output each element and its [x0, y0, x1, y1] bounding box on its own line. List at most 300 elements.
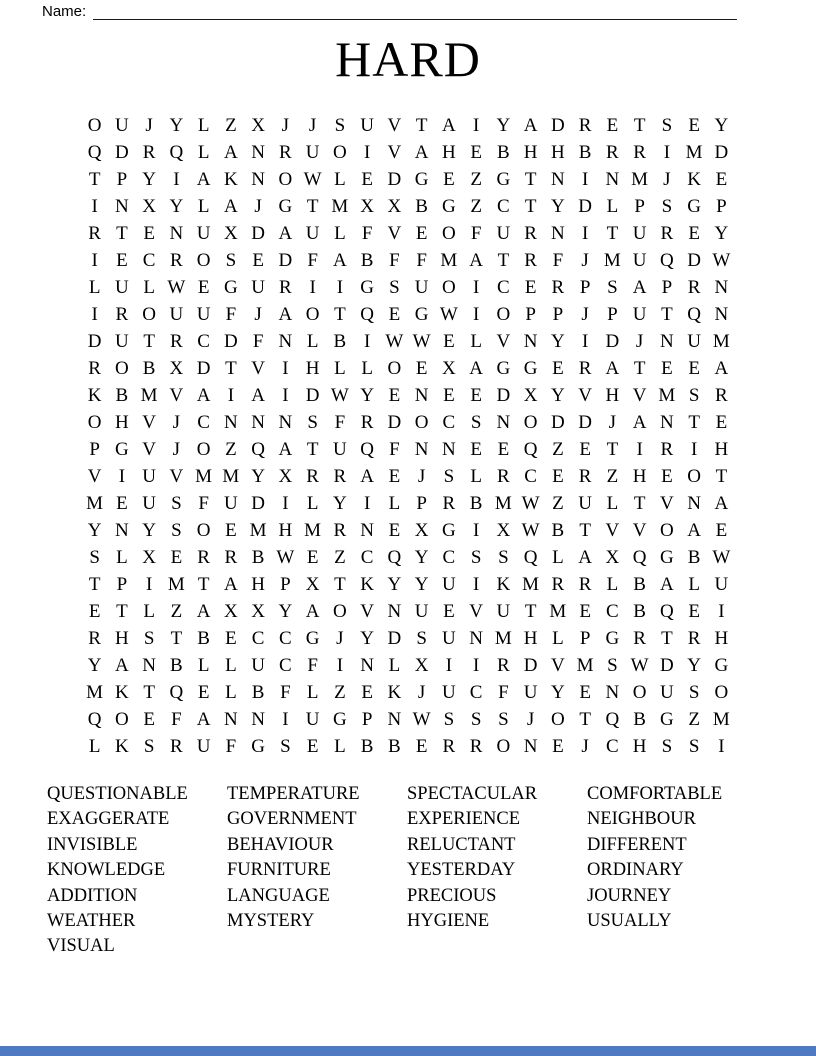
grid-letter: S	[443, 708, 455, 730]
grid-letter: V	[87, 465, 102, 487]
grid-letter: K	[224, 168, 238, 190]
grid-letter: W	[630, 654, 649, 676]
grid-letter: L	[197, 654, 210, 676]
grid-letter: H	[115, 411, 129, 433]
grid-letter: L	[606, 195, 619, 217]
grid-letter: B	[415, 195, 428, 217]
grid-letter: S	[443, 465, 455, 487]
grid-letter: O	[551, 708, 565, 730]
grid-letter: Z	[225, 438, 237, 460]
grid-letter: X	[387, 195, 402, 217]
grid-letter: X	[224, 600, 238, 622]
grid-letter: T	[715, 465, 728, 487]
grid-letter: F	[498, 681, 509, 703]
grid-letter: A	[278, 222, 293, 244]
grid-letter: A	[196, 708, 211, 730]
grid-letter: E	[579, 600, 591, 622]
grid-letter: U	[496, 222, 511, 244]
grid-letter: M	[222, 465, 240, 487]
grid-letter: Y	[414, 546, 429, 568]
grid-letter: V	[660, 492, 674, 514]
grid-letter: R	[469, 735, 483, 757]
grid-letter: R	[578, 114, 592, 136]
grid-letter: U	[115, 276, 129, 298]
grid-letter: Y	[687, 654, 701, 676]
grid-letter: E	[688, 114, 700, 136]
grid-letter: N	[387, 600, 402, 622]
grid-letter: A	[115, 654, 129, 676]
grid-letter: O	[87, 411, 102, 433]
grid-letter: O	[278, 168, 293, 190]
grid-letter: U	[305, 141, 320, 163]
grid-letter: S	[143, 735, 155, 757]
grid-letter: V	[496, 330, 511, 352]
grid-letter: Q	[360, 438, 374, 460]
grid-letter: O	[115, 708, 129, 730]
grid-letter: E	[361, 168, 373, 190]
grid-letter: O	[196, 519, 211, 541]
grid-letter: Q	[169, 681, 184, 703]
grid-letter: R	[660, 222, 674, 244]
grid-letter: R	[88, 222, 101, 244]
grid-letter: E	[552, 357, 564, 379]
grid-letter: L	[470, 330, 482, 352]
word-list-item: EXPERIENCE	[407, 809, 521, 830]
grid-letter: L	[552, 546, 564, 568]
word-list-item: YESTERDAY	[407, 860, 516, 881]
grid-letter: L	[306, 330, 319, 352]
grid-letter: I	[282, 492, 289, 514]
grid-letter: J	[663, 168, 671, 190]
grid-letter: P	[116, 168, 128, 190]
grid-letter: L	[388, 492, 401, 514]
grid-letter: R	[633, 627, 646, 649]
grid-letter: N	[414, 384, 429, 406]
grid-letter: N	[115, 519, 129, 541]
grid-letter: U	[196, 735, 211, 757]
grid-letter: F	[198, 492, 209, 514]
grid-letter: B	[360, 249, 374, 271]
grid-letter: E	[661, 357, 673, 379]
grid-letter: G	[496, 357, 511, 379]
grid-letter: H	[714, 627, 729, 649]
grid-letter: P	[661, 276, 673, 298]
grid-letter: N	[660, 330, 674, 352]
grid-letter: Y	[414, 573, 429, 595]
grid-letter: E	[715, 168, 728, 190]
grid-letter: J	[417, 681, 426, 703]
grid-letter: E	[688, 357, 700, 379]
grid-letter: C	[469, 681, 483, 703]
grid-letter: E	[197, 276, 210, 298]
grid-letter: O	[196, 438, 211, 460]
grid-letter: V	[551, 654, 565, 676]
grid-letter: M	[658, 384, 676, 406]
grid-letter: X	[224, 222, 238, 244]
grid-letter: C	[497, 276, 510, 298]
grid-letter: P	[525, 303, 536, 325]
grid-letter: E	[443, 384, 455, 406]
grid-letter: P	[579, 627, 591, 649]
grid-letter: T	[633, 357, 646, 379]
grid-letter: D	[87, 330, 102, 352]
word-list-item: GOVERNMENT	[227, 809, 357, 830]
grid-letter: Y	[714, 114, 729, 136]
grid-letter: E	[197, 681, 210, 703]
word-list-item: ADDITION	[47, 885, 138, 906]
grid-letter: S	[688, 681, 700, 703]
grid-letter: T	[579, 708, 591, 730]
word-list-item: ORDINARY	[587, 860, 684, 881]
grid-letter: M	[167, 573, 185, 595]
grid-letter: K	[115, 735, 129, 757]
grid-letter: W	[276, 546, 295, 568]
grid-letter: B	[687, 546, 701, 568]
grid-letter: O	[115, 357, 129, 379]
grid-letter: L	[225, 681, 237, 703]
grid-letter: B	[388, 735, 401, 757]
grid-letter: Y	[551, 195, 565, 217]
grid-letter: R	[551, 276, 565, 298]
grid-letter: D	[387, 627, 402, 649]
grid-letter: L	[334, 168, 346, 190]
grid-letter: Z	[470, 168, 482, 190]
grid-letter: A	[305, 600, 320, 622]
grid-letter: R	[606, 141, 619, 163]
grid-letter: U	[496, 600, 511, 622]
grid-letter: N	[551, 168, 565, 190]
grid-letter: X	[251, 600, 265, 622]
grid-letter: D	[251, 222, 265, 244]
grid-letter: P	[716, 195, 727, 217]
grid-letter: E	[579, 681, 591, 703]
grid-letter: P	[280, 573, 291, 595]
grid-letter: E	[715, 519, 728, 541]
word-list-item: HYGIENE	[407, 911, 490, 932]
word-list-item: VISUAL	[47, 936, 115, 957]
name-header	[42, 2, 737, 20]
grid-letter: B	[170, 654, 183, 676]
puzzle-title: HARD	[335, 31, 481, 87]
grid-letter: J	[608, 411, 617, 433]
grid-letter: O	[496, 303, 511, 325]
grid-letter: T	[633, 492, 646, 514]
grid-letter: S	[498, 708, 509, 730]
grid-letter: A	[224, 573, 238, 595]
grid-letter: F	[307, 249, 318, 271]
grid-letter: A	[714, 492, 729, 514]
grid-letter: Y	[496, 114, 511, 136]
grid-letter: A	[442, 114, 456, 136]
grid-letter: L	[606, 492, 619, 514]
grid-letter: O	[333, 600, 347, 622]
grid-letter: R	[306, 465, 319, 487]
word-list-item: KNOWLEDGE	[47, 860, 166, 881]
grid-letter: G	[115, 438, 129, 460]
grid-letter: Z	[552, 492, 564, 514]
grid-letter: X	[142, 546, 156, 568]
grid-letter: N	[360, 519, 374, 541]
grid-letter: N	[414, 438, 429, 460]
grid-letter: W	[412, 708, 431, 730]
grid-letter: T	[88, 573, 101, 595]
grid-letter: T	[661, 303, 673, 325]
grid-letter: H	[551, 141, 565, 163]
grid-letter: E	[306, 735, 319, 757]
grid-letter: C	[606, 600, 619, 622]
grid-letter: M	[549, 600, 567, 622]
grid-letter: T	[661, 627, 673, 649]
grid-letter: Q	[687, 303, 701, 325]
grid-letter: C	[442, 546, 456, 568]
grid-letter: F	[416, 249, 427, 271]
grid-letter: G	[414, 168, 429, 190]
grid-letter: R	[497, 654, 510, 676]
word-list-item: INVISIBLE	[47, 834, 138, 855]
grid-letter: O	[496, 735, 511, 757]
grid-letter: A	[224, 141, 238, 163]
grid-letter: Y	[360, 384, 374, 406]
grid-letter: M	[603, 249, 621, 271]
grid-letter: Y	[360, 627, 374, 649]
grid-letter: Z	[688, 708, 700, 730]
grid-letter: P	[89, 438, 100, 460]
grid-letter: T	[688, 411, 700, 433]
grid-letter: B	[251, 681, 265, 703]
grid-letter: S	[143, 627, 155, 649]
grid-letter: E	[415, 735, 428, 757]
grid-letter: R	[170, 735, 183, 757]
grid-letter: O	[714, 681, 729, 703]
grid-letter: A	[632, 276, 647, 298]
grid-letter: O	[87, 114, 102, 136]
grid-letter: Q	[523, 438, 538, 460]
word-list-item: QUESTIONABLE	[47, 784, 188, 804]
word-list-column	[47, 782, 227, 960]
grid-letter: Y	[87, 654, 102, 676]
grid-letter: B	[360, 735, 374, 757]
grid-letter: G	[660, 708, 674, 730]
grid-letter: Q	[169, 141, 184, 163]
grid-letter: Z	[334, 681, 346, 703]
grid-letter: S	[661, 735, 673, 757]
grid-letter: P	[634, 195, 645, 217]
grid-letter: R	[333, 519, 347, 541]
grid-letter: H	[632, 735, 647, 757]
grid-letter: W	[385, 330, 404, 352]
grid-letter: E	[552, 735, 564, 757]
grid-letter: I	[282, 708, 289, 730]
grid-letter: U	[142, 492, 156, 514]
grid-letter: O	[442, 276, 456, 298]
grid-letter: I	[472, 276, 480, 298]
grid-letter: T	[524, 195, 537, 217]
grid-letter: U	[632, 222, 647, 244]
grid-letter: T	[88, 168, 101, 190]
grid-letter: H	[714, 438, 729, 460]
grid-letter: H	[305, 357, 320, 379]
grid-letter: S	[307, 411, 318, 433]
grid-letter: R	[524, 222, 537, 244]
word-list-column	[587, 782, 767, 960]
grid-letter: M	[712, 330, 730, 352]
grid-letter: L	[306, 681, 319, 703]
grid-letter: E	[170, 546, 183, 568]
word-list-item: RELUCTANT	[407, 834, 516, 855]
grid-letter: U	[196, 222, 211, 244]
grid-letter: S	[225, 249, 237, 271]
grid-letter: Q	[87, 708, 102, 730]
grid-letter: G	[360, 276, 374, 298]
grid-letter: E	[524, 276, 537, 298]
grid-letter: N	[469, 627, 483, 649]
grid-letter: I	[581, 330, 589, 352]
grid-letter: X	[169, 357, 184, 379]
grid-letter: T	[116, 600, 128, 622]
grid-letter: T	[116, 222, 128, 244]
grid-letter: T	[143, 330, 155, 352]
grid-letter: W	[712, 546, 731, 568]
grid-letter: R	[524, 249, 537, 271]
grid-letter: J	[172, 438, 181, 460]
grid-letter: R	[170, 249, 183, 271]
grid-letter: S	[661, 195, 673, 217]
grid-letter: N	[523, 735, 538, 757]
grid-letter: V	[469, 600, 483, 622]
grid-letter: U	[142, 465, 156, 487]
grid-letter: J	[281, 114, 290, 136]
grid-letter: O	[333, 141, 347, 163]
grid-letter: T	[334, 573, 346, 595]
grid-letter: E	[497, 438, 510, 460]
grid-letter: O	[632, 681, 647, 703]
grid-letter: U	[251, 276, 265, 298]
grid-letter: U	[578, 492, 592, 514]
grid-letter: R	[497, 465, 510, 487]
grid-letter: N	[115, 195, 129, 217]
grid-letter: F	[470, 222, 482, 244]
grid-letter: Y	[169, 114, 184, 136]
grid-letter: C	[197, 330, 210, 352]
grid-letter: J	[417, 465, 426, 487]
grid-letter: G	[442, 519, 456, 541]
grid-letter: M	[331, 195, 349, 217]
grid-letter: D	[551, 114, 565, 136]
word-list-column	[407, 782, 587, 960]
grid-letter: X	[142, 195, 156, 217]
grid-letter: P	[416, 492, 427, 514]
grid-letter: G	[305, 627, 320, 649]
grid-letter: J	[635, 330, 644, 352]
grid-letter: S	[416, 627, 427, 649]
grid-letter: W	[521, 492, 540, 514]
grid-letter: I	[472, 303, 480, 325]
grid-letter: N	[714, 276, 729, 298]
grid-letter: J	[581, 735, 589, 757]
grid-letter: D	[251, 492, 265, 514]
grid-letter: N	[224, 708, 238, 730]
grid-letter: F	[252, 330, 264, 352]
grid-letter: B	[633, 600, 646, 622]
grid-letter: T	[170, 627, 183, 649]
grid-letter: J	[145, 114, 153, 136]
grid-letter: G	[442, 195, 456, 217]
grid-letter: A	[224, 195, 238, 217]
grid-letter: I	[636, 438, 643, 460]
grid-letter: E	[715, 411, 728, 433]
grid-letter: X	[523, 384, 538, 406]
grid-letter: J	[172, 411, 181, 433]
grid-letter: E	[116, 249, 128, 271]
grid-letter: Q	[387, 546, 402, 568]
grid-letter: V	[632, 519, 647, 541]
grid-letter: S	[688, 384, 700, 406]
grid-letter: A	[360, 465, 374, 487]
grid-letter: W	[439, 303, 458, 325]
grid-letter: B	[497, 141, 510, 163]
grid-letter: N	[523, 330, 538, 352]
grid-letter: Q	[632, 546, 647, 568]
footer-bar	[0, 1046, 816, 1056]
grid-letter: Q	[251, 438, 265, 460]
word-list-item: FURNITURE	[227, 860, 331, 881]
grid-letter: Z	[552, 438, 564, 460]
grid-letter: L	[606, 573, 619, 595]
grid-letter: I	[472, 519, 480, 541]
grid-letter: B	[551, 519, 565, 541]
grid-letter: M	[86, 492, 104, 514]
grid-letter: I	[718, 735, 725, 757]
grid-letter: A	[414, 141, 429, 163]
grid-letter: Q	[523, 546, 538, 568]
grid-letter: A	[687, 519, 701, 541]
grid-letter: L	[552, 627, 564, 649]
grid-letter: I	[91, 303, 98, 325]
grid-letter: N	[496, 411, 511, 433]
grid-letter: I	[581, 168, 589, 190]
grid-letter: L	[470, 465, 482, 487]
grid-letter: I	[363, 492, 371, 514]
grid-letter: A	[632, 411, 647, 433]
grid-letter: S	[688, 735, 700, 757]
grid-letter: I	[173, 168, 180, 190]
grid-letter: S	[470, 546, 482, 568]
grid-letter: O	[142, 303, 156, 325]
grid-letter: Y	[142, 519, 156, 541]
grid-letter: N	[251, 141, 265, 163]
grid-letter: Y	[551, 681, 565, 703]
grid-letter: D	[687, 249, 701, 271]
grid-letter: R	[142, 141, 156, 163]
grid-letter: N	[251, 708, 265, 730]
grid-letter: L	[88, 735, 101, 757]
word-list-item: DIFFERENT	[587, 834, 687, 855]
grid-letter: U	[442, 573, 456, 595]
grid-letter: F	[361, 222, 373, 244]
grid-letter: Y	[714, 222, 729, 244]
grid-letter: E	[443, 330, 455, 352]
word-list	[47, 782, 767, 960]
grid-letter: D	[196, 357, 211, 379]
grid-letter: M	[712, 708, 730, 730]
grid-letter: B	[142, 357, 156, 379]
grid-letter: K	[360, 573, 374, 595]
grid-letter: R	[170, 330, 183, 352]
grid-letter: N	[687, 492, 701, 514]
grid-letter: D	[551, 411, 565, 433]
grid-letter: P	[579, 276, 591, 298]
name-fill-line[interactable]	[93, 2, 737, 20]
